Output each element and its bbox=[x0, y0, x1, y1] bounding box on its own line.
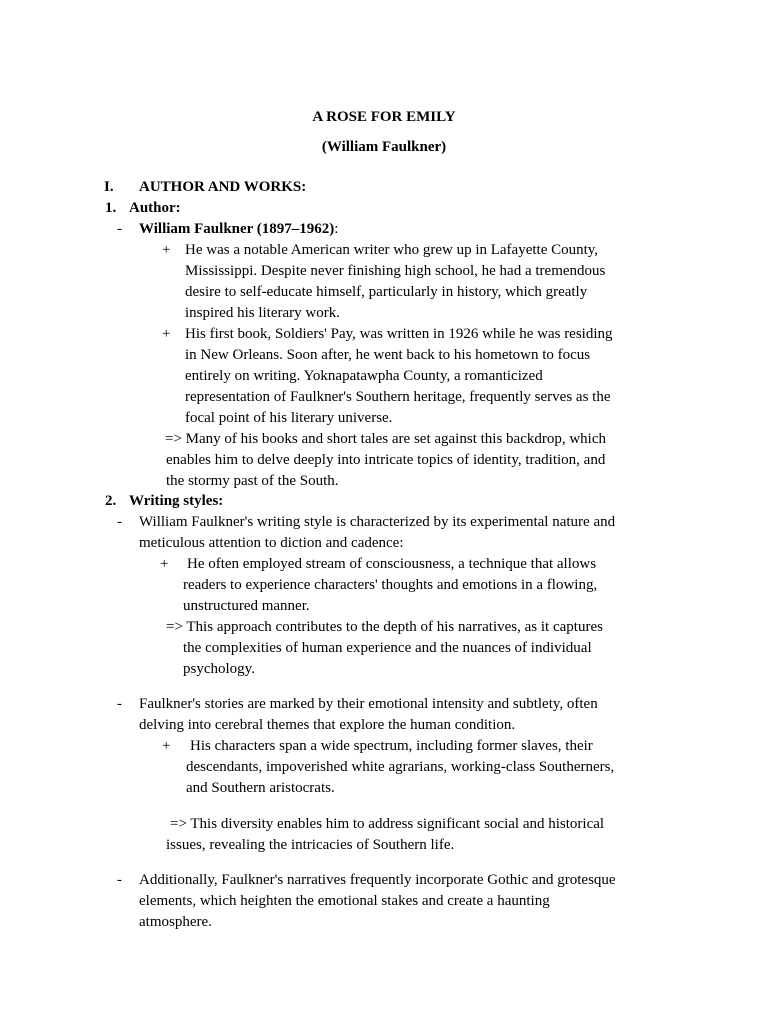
writing-d2-conclusion-line: issues, revealing the intricacies of Southern life. bbox=[166, 837, 455, 853]
writing-d1-line: meticulous attention to diction and cadence: bbox=[139, 535, 404, 551]
writing-d1-plus-line: unstructured manner. bbox=[183, 598, 310, 614]
author-conclusion-line: the stormy past of the South. bbox=[166, 473, 339, 489]
author-number: 1. bbox=[105, 200, 117, 216]
writing-d2-line: Faulkner's stories are marked by their emotional intensity and subtlety, often bbox=[139, 696, 598, 712]
plus-marker: + bbox=[162, 242, 171, 258]
writing-d2-plus-line: His characters span a wide spectrum, including former slaves, their bbox=[190, 738, 593, 754]
plus-marker: + bbox=[162, 738, 171, 754]
writing-d3-line: Additionally, Faulkner's narratives frequently incorporate Gothic and grotesque bbox=[139, 872, 616, 888]
author-p2-line: focal point of his literary universe. bbox=[185, 410, 393, 426]
author-name-colon: : bbox=[334, 221, 339, 237]
author-conclusion-line: enables him to delve deeply into intricate topics of identity, tradition, and bbox=[166, 452, 606, 468]
author-p1-line: He was a notable American writer who grew up in Lafayette County, bbox=[185, 242, 599, 258]
author-p1-line: inspired his literary work. bbox=[185, 305, 340, 321]
author-p1-line: Mississippi. Despite never finishing high school, he had a tremendous bbox=[185, 263, 606, 279]
author-heading: Author: bbox=[129, 200, 181, 216]
author-name: William Faulkner (1897–1962) bbox=[139, 221, 335, 237]
author-p2-line: representation of Faulkner's Southern heritage, frequently serves as the bbox=[185, 389, 611, 405]
dash-marker: - bbox=[117, 514, 122, 530]
writing-d2-line: delving into cerebral themes that explore the human condition. bbox=[139, 717, 516, 733]
plus-marker: + bbox=[162, 326, 171, 342]
author-conclusion-line: => Many of his books and short tales are set against this backdrop, which bbox=[165, 431, 606, 447]
writing-d3-line: elements, which heighten the emotional stakes and create a haunting bbox=[139, 893, 550, 909]
writing-heading: Writing styles: bbox=[129, 493, 224, 509]
dash-marker: - bbox=[117, 696, 122, 712]
writing-d3-line: atmosphere. bbox=[139, 914, 212, 930]
author-p2-line: in New Orleans. Soon after, he went back to his hometown to focus bbox=[185, 347, 591, 363]
dash-marker: - bbox=[117, 221, 122, 237]
writing-d1-plus-line: He often employed stream of consciousness, a technique that allows bbox=[187, 556, 597, 572]
writing-d1-line: William Faulkner's writing style is characterized by its experimental nature and bbox=[139, 514, 616, 530]
writing-number: 2. bbox=[105, 493, 117, 509]
writing-d1-conclusion-line: psychology. bbox=[183, 661, 255, 677]
doc-subtitle: (William Faulkner) bbox=[321, 139, 447, 155]
section-heading: AUTHOR AND WORKS: bbox=[139, 179, 307, 195]
section-number: I. bbox=[104, 179, 114, 195]
author-name-line bbox=[139, 219, 338, 240]
writing-d1-conclusion-line: => This approach contributes to the depth of his narratives, as it captures bbox=[166, 619, 603, 635]
writing-d1-plus-line: readers to experience characters' thoughts and emotions in a flowing, bbox=[183, 577, 598, 593]
plus-marker: + bbox=[160, 556, 169, 572]
writing-d1-conclusion-line: the complexities of human experience and the nuances of individual bbox=[183, 640, 592, 656]
writing-d2-conclusion-line: => This diversity enables him to address significant social and historical bbox=[170, 816, 605, 832]
writing-d2-plus-line: descendants, impoverished white agrarians, working-class Southerners, bbox=[186, 759, 615, 775]
author-p2-line: His first book, Soldiers' Pay, was written in 1926 while he was residing bbox=[185, 326, 613, 342]
dash-marker: - bbox=[117, 872, 122, 888]
doc-title: A ROSE FOR EMILY bbox=[312, 109, 456, 125]
writing-d2-plus-line: and Southern aristocrats. bbox=[186, 780, 335, 796]
author-p1-line: desire to self-educate himself, particularly in history, which greatly bbox=[185, 284, 588, 300]
author-p2-line: entirely on writing. Yoknapatawpha County, a romanticized bbox=[185, 368, 543, 384]
